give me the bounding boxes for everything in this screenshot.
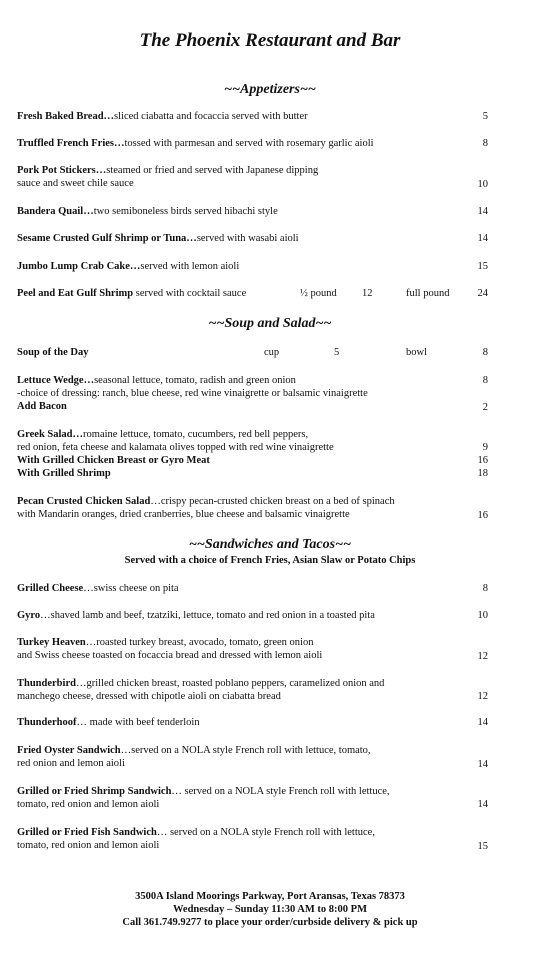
menu-item [17, 137, 477, 150]
item-desc-line2: sauce and sweet chile sauce [17, 178, 134, 189]
item-name: Truffled French Fries… [17, 138, 125, 149]
item-name: Lettuce Wedge… [17, 375, 95, 386]
cup-label: cup [264, 347, 280, 358]
menu-item [17, 260, 477, 273]
item-name: Thunderbird [17, 678, 76, 689]
item-desc: sliced ciabatta and focaccia served with butter [114, 111, 308, 122]
menu-item [17, 164, 477, 190]
bowl-label: bowl [406, 347, 427, 358]
item-price: 15 [477, 841, 488, 852]
half-pound-label: ½ pound [300, 288, 337, 299]
item-price: 14 [477, 799, 488, 810]
item-desc: …grilled chicken breast, roasted poblano peppers, caramelized onion and [75, 678, 385, 689]
item-desc-line2: tomato, red onion and lemon aioli [17, 799, 160, 810]
addon-label: Add Bacon [17, 401, 67, 412]
item-desc: … served on a NOLA style French roll with lettuce, [156, 827, 375, 838]
item-price: 16 [477, 510, 488, 521]
addon-price: 16 [477, 455, 488, 466]
menu-item [17, 232, 477, 245]
item-price: 10 [477, 610, 488, 621]
item-desc: tossed with parmesan and served with rosemary garlic aioli [124, 138, 374, 149]
item-desc: two semiboneless birds served hibachi style [93, 206, 278, 217]
addon-price: 2 [482, 402, 488, 413]
menu-item [17, 495, 477, 521]
item-desc: … made with beef tenderloin [76, 717, 200, 728]
menu-item [17, 374, 477, 413]
section-sandwiches-subheading: Served with a choice of French Fries, Asian Slaw or Potato Chips [124, 555, 416, 566]
item-name: Thunderhoof [17, 717, 77, 728]
menu-item [17, 677, 477, 703]
item-desc: served with wasabi aioli [196, 233, 299, 244]
menu-item [17, 287, 297, 300]
item-desc: seasonal lettuce, tomato, radish and green onion [94, 375, 296, 386]
item-price: 12 [477, 691, 488, 702]
item-desc: served with cocktail sauce [133, 288, 247, 299]
item-price: 8 [482, 347, 488, 358]
item-price: 14 [477, 233, 488, 244]
menu-item [17, 582, 477, 595]
item-desc: …served on a NOLA style French roll with lettuce, tomato, [120, 745, 371, 756]
item-price: 8 [482, 583, 488, 594]
addon-label: With Grilled Chicken Breast or Gyro Meat [17, 455, 210, 466]
item-name: Bandera Quail… [17, 206, 94, 217]
menu-item [17, 785, 477, 811]
item-desc: …shaved lamb and beef, tzatziki, lettuce, tomato and red onion in a toasted pita [40, 610, 375, 621]
item-name: Greek Salad… [17, 429, 84, 440]
menu-item [17, 826, 477, 852]
item-name: Soup of the Day [17, 347, 89, 358]
item-price: 15 [477, 261, 488, 272]
menu-item [17, 609, 477, 622]
addon-label: With Grilled Shrimp [17, 468, 111, 479]
footer-address: 3500A Island Moorings Parkway, Port Aransas, Texas 78373 [135, 891, 405, 902]
item-price: 14 [477, 717, 488, 728]
item-price: 24 [477, 288, 488, 299]
item-name: Fried Oyster Sandwich [17, 745, 121, 756]
item-price: 5 [482, 111, 488, 122]
menu-item [17, 205, 477, 218]
item-price: 14 [477, 759, 488, 770]
cup-price: 5 [334, 347, 340, 358]
item-desc: … served on a NOLA style French roll with lettuce, [171, 786, 390, 797]
item-name: Grilled Cheese [17, 583, 84, 594]
restaurant-title: The Phoenix Restaurant and Bar [139, 30, 401, 51]
item-name: Turkey Heaven [17, 637, 86, 648]
item-desc: romaine lettuce, tomato, cucumbers, red bell peppers, [83, 429, 309, 440]
menu-item [17, 428, 477, 480]
section-soup-salad-heading: ~~Soup and Salad~~ [208, 316, 332, 331]
section-appetizers-heading: ~~Appetizers~~ [224, 82, 316, 97]
item-desc: …swiss cheese on pita [83, 583, 179, 594]
item-name: Pork Pot Stickers… [17, 165, 107, 176]
footer-call: Call 361.749.9277 to place your order/curbside delivery & pick up [122, 917, 418, 928]
menu-item [17, 716, 477, 729]
footer-hours: Wednesday – Sunday 11:30 AM to 8:00 PM [173, 904, 367, 915]
item-price: 12 [477, 651, 488, 662]
item-name: Fresh Baked Bread… [17, 111, 115, 122]
half-pound-price: 12 [362, 288, 373, 299]
item-name: Peel and Eat Gulf Shrimp [17, 288, 134, 299]
item-price: 9 [482, 442, 488, 453]
addon-price: 18 [477, 468, 488, 479]
item-desc-line2: red onion, feta cheese and kalamata olives topped with red wine vinaigrette [17, 442, 334, 453]
item-price: 8 [482, 375, 488, 386]
item-name: Grilled or Fried Fish Sandwich [17, 827, 157, 838]
item-price: 14 [477, 206, 488, 217]
item-desc: served with lemon aioli [140, 261, 240, 272]
item-name: Gyro [17, 610, 41, 621]
menu-item [17, 636, 477, 662]
item-name: Pecan Crusted Chicken Salad [17, 496, 151, 507]
menu-item [17, 110, 477, 123]
section-sandwiches-heading: ~~Sandwiches and Tacos~~ [188, 537, 352, 552]
menu-item [17, 346, 257, 359]
item-price: 10 [477, 179, 488, 190]
item-desc-line2: and Swiss cheese toasted on focaccia bread and dressed with lemon aioli [17, 650, 323, 661]
item-desc-line2: -choice of dressing: ranch, blue cheese, red wine vinaigrette or balsamic vinaigrette [17, 388, 368, 399]
item-price: 8 [482, 138, 488, 149]
menu-item [17, 744, 477, 770]
item-desc-line2: manchego cheese, dressed with chipotle aioli on ciabatta bread [17, 691, 281, 702]
item-desc-line2: with Mandarin oranges, dried cranberries, blue cheese and balsamic vinaigrette [17, 509, 350, 520]
item-desc-line2: tomato, red onion and lemon aioli [17, 840, 160, 851]
item-name: Sesame Crusted Gulf Shrimp or Tuna… [17, 233, 197, 244]
item-desc: …roasted turkey breast, avocado, tomato, green onion [85, 637, 314, 648]
item-desc: steamed or fried and served with Japanese dipping [106, 165, 319, 176]
full-pound-label: full pound [406, 288, 450, 299]
item-name: Grilled or Fried Shrimp Sandwich [17, 786, 172, 797]
item-desc-line2: red onion and lemon aioli [17, 758, 125, 769]
item-desc: …crispy pecan-crusted chicken breast on a bed of spinach [150, 496, 395, 507]
item-name: Jumbo Lump Crab Cake… [17, 261, 141, 272]
